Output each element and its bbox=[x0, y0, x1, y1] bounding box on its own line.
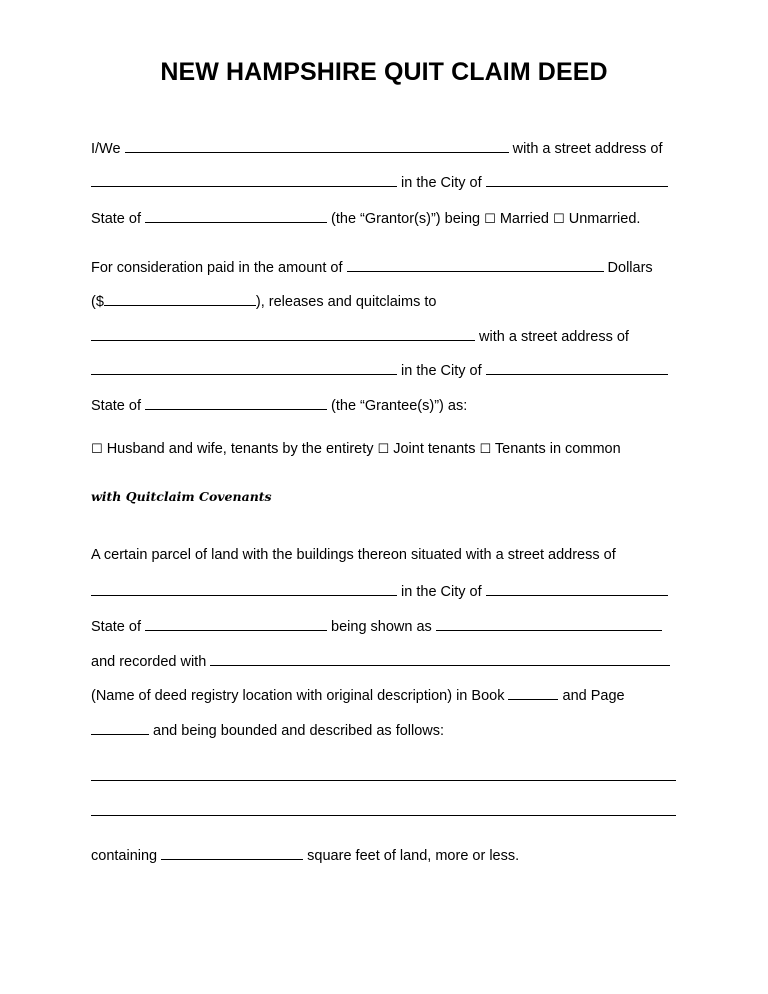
bounded-label: and being bounded and described as follows: bbox=[153, 723, 445, 739]
consideration-label: For consideration paid in the amount of bbox=[91, 260, 343, 276]
parcel-address-line bbox=[91, 581, 668, 601]
parcel-city-label: in the City of bbox=[401, 584, 482, 600]
shown-as-field[interactable] bbox=[436, 616, 662, 631]
grantee-street-field[interactable] bbox=[91, 360, 397, 375]
page-field[interactable] bbox=[91, 720, 149, 735]
joint-tenants-label: Joint tenants bbox=[393, 441, 476, 457]
recorded-line bbox=[91, 651, 670, 671]
grantee-state-line bbox=[91, 395, 467, 415]
book-page-line bbox=[91, 685, 625, 705]
description-line-2[interactable] bbox=[91, 815, 676, 816]
grantor-state-line bbox=[91, 208, 640, 229]
grantee-name-field[interactable] bbox=[91, 326, 475, 341]
grantee-city-field[interactable] bbox=[486, 360, 668, 375]
parcel-city-field[interactable] bbox=[486, 581, 668, 596]
registry-field[interactable] bbox=[210, 651, 670, 666]
parcel-intro-line: A certain parcel of land with the buildings thereon situated with a street address of bbox=[91, 547, 616, 563]
tenants-in-common-label: Tenants in common bbox=[494, 441, 621, 457]
grantor-state-label: State of bbox=[91, 211, 141, 227]
covenants-heading: with Quitclaim Covenants bbox=[91, 489, 272, 504]
parcel-state-label: State of bbox=[91, 619, 141, 635]
bounded-line bbox=[91, 720, 444, 740]
description-line-1[interactable] bbox=[91, 780, 676, 781]
paren-open: ($ bbox=[91, 294, 104, 310]
sqft-label: square feet of land, more or less. bbox=[307, 848, 520, 864]
grantor-address-line bbox=[91, 172, 668, 192]
entirety-label: Husband and wife, tenants by the entirety bbox=[106, 441, 374, 457]
dollars-label: Dollars bbox=[607, 260, 653, 276]
unmarried-label: Unmarried. bbox=[568, 211, 641, 227]
grantor-role-label: (the “Grantor(s)”) being bbox=[331, 211, 481, 227]
containing-label: containing bbox=[91, 848, 158, 864]
grantee-line bbox=[91, 326, 629, 346]
joint-tenants-checkbox[interactable]: ☐ bbox=[377, 442, 390, 457]
consideration-amount-field[interactable] bbox=[104, 291, 256, 306]
entirety-checkbox[interactable]: ☐ bbox=[91, 442, 103, 457]
grantor-city-label: in the City of bbox=[401, 175, 482, 191]
consideration-numeric-line bbox=[91, 291, 436, 311]
grantee-state-field[interactable] bbox=[145, 395, 327, 410]
releases-label: ), releases and quitclaims to bbox=[255, 294, 437, 310]
married-label: Married bbox=[499, 211, 549, 227]
grantee-state-label: State of bbox=[91, 398, 141, 414]
grantor-street-field[interactable] bbox=[91, 172, 397, 187]
tenancy-line bbox=[91, 440, 621, 459]
grantor-name-field[interactable] bbox=[125, 138, 509, 153]
grantee-role-label: (the “Grantee(s)”) as: bbox=[331, 398, 468, 414]
parcel-state-field[interactable] bbox=[145, 616, 327, 631]
grantor-line bbox=[91, 138, 663, 158]
square-feet-field[interactable] bbox=[161, 845, 303, 860]
grantee-address-line bbox=[91, 360, 668, 380]
tenants-in-common-checkbox[interactable]: ☐ bbox=[479, 442, 492, 457]
registry-label: (Name of deed registry location with original description) in Book bbox=[91, 688, 505, 704]
grantor-prefix: I/We bbox=[91, 141, 121, 157]
recorded-label: and recorded with bbox=[91, 654, 207, 670]
grantee-city-label: in the City of bbox=[401, 363, 482, 379]
book-field[interactable] bbox=[508, 685, 558, 700]
consideration-amount-words-field[interactable] bbox=[347, 257, 604, 272]
grantor-city-field[interactable] bbox=[486, 172, 668, 187]
parcel-street-field[interactable] bbox=[91, 581, 397, 596]
consideration-line bbox=[91, 257, 653, 277]
grantor-street-label: with a street address of bbox=[512, 141, 663, 157]
containing-line bbox=[91, 845, 519, 865]
parcel-state-line bbox=[91, 616, 662, 636]
page-label: and Page bbox=[562, 688, 625, 704]
document-title: NEW HAMPSHIRE QUIT CLAIM DEED bbox=[160, 58, 608, 86]
grantee-street-label: with a street address of bbox=[479, 329, 629, 345]
unmarried-checkbox[interactable]: ☐ bbox=[553, 212, 565, 227]
grantor-state-field[interactable] bbox=[145, 208, 327, 223]
married-checkbox[interactable]: ☐ bbox=[484, 212, 496, 227]
shown-as-label: being shown as bbox=[331, 619, 432, 635]
